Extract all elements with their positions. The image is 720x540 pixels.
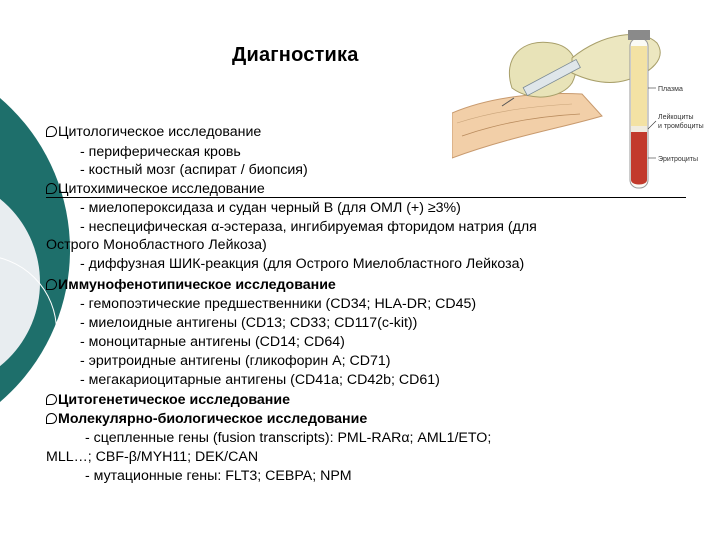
list-item [80,255,524,273]
bullet-icon [46,181,58,197]
line-text: - диффузная ШИК-реакция (для Острого Миелобластного Лейкоза) [80,256,525,272]
section-heading [46,276,336,294]
line-text: - костный мозг (аспират / биопсия) [80,162,308,178]
list-item [80,371,440,389]
line-text: - сцепленные гены (fusion transcripts): PML-RARα; AML1/ETO; [85,430,492,446]
line-text: Цитогенетическое исследование [58,392,290,408]
line-text: Цитологическое исследование [58,124,262,140]
blood-draw-illustration [452,18,718,198]
section-heading [46,180,265,198]
line-text: - мутационные гены: FLT3; CEBPA; NPM [85,468,352,484]
list-item [80,143,241,161]
line-text: - неспецифическая α-эстераза, ингибируемая фторидом натрия (для [80,219,537,235]
bullet-icon [46,124,58,140]
bullet-icon [46,411,58,427]
line-text: - миелопероксидаза и судан черный В (для ОМЛ (+) ≥3%) [80,200,461,216]
list-item [85,429,491,447]
list-item [46,236,267,254]
line-text: MLL…; CBF-β/MYH11; DEK/CAN [46,449,259,465]
label-plasma: Плазма [658,86,683,93]
label-erythro: Эритроциты [658,156,698,163]
line-text: Острого Монобластного Лейкоза) [46,237,267,253]
section-heading [46,410,367,428]
section-heading [46,391,290,409]
line-text: - мегакариоцитарные антигены (CD41a; CD42b; CD61) [80,372,440,388]
list-item [80,352,391,370]
list-item [80,199,461,217]
line-text: - моноцитарные антигены (CD14; CD64) [80,334,345,350]
list-item [80,161,308,179]
label-leuko: Лейкоциты и тромбоциты [658,114,704,130]
list-item [80,218,537,236]
list-item [80,333,345,351]
bullet-icon [46,392,58,408]
line-text: Иммунофенотипическое исследование [58,277,336,293]
list-item [80,314,417,332]
line-text: - миелоидные антигены (CD13; CD33; CD117(c-kit)) [80,315,418,331]
slide-title: Диагностика [232,44,359,66]
list-item [85,467,352,485]
line-text: Цитохимическое исследование [58,181,265,197]
list-item [80,295,476,313]
list-item [46,448,258,466]
line-text: Молекулярно-биологическое исследование [58,411,368,427]
line-text: - периферическая кровь [80,144,241,160]
bullet-icon [46,277,58,293]
section-heading [46,123,261,141]
line-text: - эритроидные антигены (гликофорин А; CD71) [80,353,391,369]
line-text: - гемопоэтические предшественники (CD34; HLA-DR; CD45) [80,296,477,312]
